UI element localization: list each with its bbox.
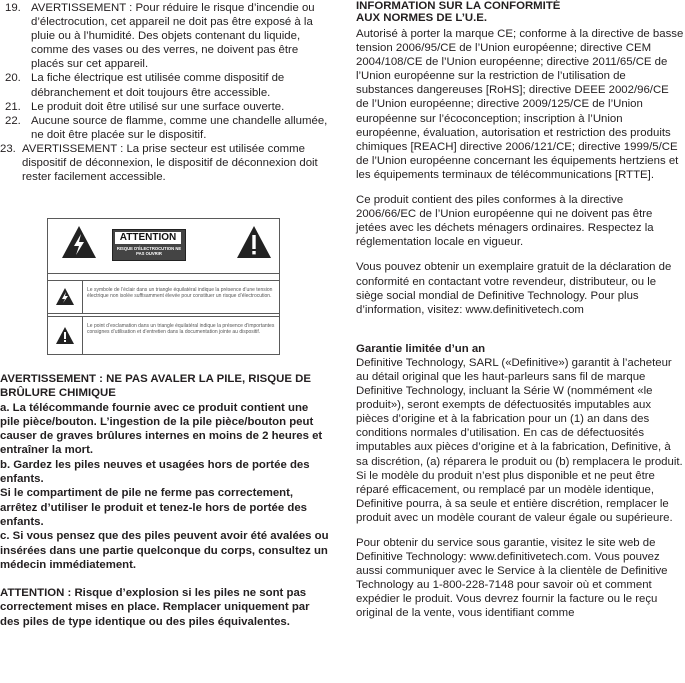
exclamation-warning-icon [236,225,272,259]
safety-list [0,1,330,184]
warning-header [48,219,279,274]
battery-warning-c: c. Si vous pensez que des piles peuvent avoir été avalées ou insérées dans une partie quelconque du corps, consultez un médecin immédiatement. [0,530,329,571]
battery-warning-a: a. La télécommande fournie avec ce produit contient une pile pièce/bouton. L’ingestion de la pile pièce/bouton peut causer de graves brûlures internes en moins de 2 heures et entraîner la mort. [0,401,323,457]
electrical-warning-graphic [47,218,280,355]
right-column [356,0,684,621]
explosion-warning: ATTENTION : Risque d’explosion si les piles ne sont pas correctement mises en place. Remplacer uniquement par des piles de type identique ou des piles équivalentes. [0,587,310,628]
battery-warning-b: b. Gardez les piles neuves et usagées hors de portée des enfants. [0,458,310,486]
warranty-text: Definitive Technology, SARL («Definitive») garantit à l’acheteur au détail original que les haut-parleurs sans fil de marque Definitive Technology, incluant la Série W (nommément «le produit»), seront exempts de défectuosités imputables aux pièces d’origine et à la fabrication pour un (1) an dans des conditions normales d’utilisation. En cas de défectuosités imputables aux pièces d’origine et à la fabrication, Definitive, à sa discrétion, (a) réparera le produit ou (b) remplacera le produit. Si le modèle du produit n’est plus disponible et ne peut être réparé efficacement, ou remplacé par un modèle identique, Definitive pourra, à sa seule et entière discrétion, remplacer le produit avec un modèle courant de valeur égale ou supérieure. [356,356,683,524]
attention-label: ATTENTION RISQUE D'ÉLECTROCUTION NE PAS OUVRIR [112,229,186,261]
battery-warning-b2: Si le compartiment de pile ne ferme pas correctement, arrêtez d’utiliser le produit et tenez-le hors de portée des enfants. [0,487,307,528]
list-item: 20. La fiche électrique est utilisée comme dispositif de débranchement et doit toujours être accessible. [5,72,285,99]
battery-warning-heading: AVERTISSEMENT : NE PAS AVALER LA PILE, RISQUE DE BRÛLURE CHIMIQUE [0,373,311,400]
service-text: Pour obtenir du service sous garantie, visitez le site web de Definitive Technology: www.definitivetech.com. Vous pouvez aussi communiquer avec le Service à la clientèle de Definitive Technology au 1-800-228-7148 pour savoir où et comment expédier le produit. Vous devrez fournir la facture ou le reçu original de la vente, vous identifiant comme [356,537,668,620]
declaration-text: Vous pouvez obtenir un exemplaire gratuit de la déclaration de conformité en contactant votre revendeur, distributeur, ou le siège social mondial de Definitive Technology. Pour plus d’information, visitez: www.definitivetech.com [356,261,672,316]
lightning-warning-icon [61,225,97,259]
battery-warning [0,372,330,629]
left-column [0,0,330,184]
batteries-text: Ce produit contient des piles conformes à la directive 2006/66/EC de l’Union européenne qui ne doivent pas être jetées avec les déchets ménagers ordinaires. Respectez la réglementation locale en vigueur. [356,194,654,249]
conformity-text: Autorisé à porter la marque CE; conforme à la directive de basse tension 2006/95/CE de l’Union européenne; directive CEM 2004/108/CE de l’Union européenne; directive 2011/65/CE de l’Union européenne sur la restriction de l’utilisation de substances dangereuses [RoHS]; directive DEEE 2002/96/CE de l’Union européenne; directive 2009/125/CE de l’Union européenne sur l’écoconception; inscription à l’Union européenne, évaluation, autorisation et restriction des produits chimiques [REACH] directive 2006/121/CE; directive 1999/5/CE de l’Union européenne concernant les équipements hertziens et les équipements terminaux de télécommunications [RTTE]. [356,28,684,181]
list-item: 21. Le produit doit être utilisé sur une surface ouverte. [5,100,285,113]
warranty-heading: Garantie limitée d’un an [356,342,486,355]
list-item: 19. AVERTISSEMENT : Pour réduire le risque d’incendie ou d’électrocution, cet appareil ne doit pas être exposé à la pluie ou à l’humidité. Des objets contenant du liquide, comme des vases ou des verres, ne doivent pas être placés sur cet appareil. [5,2,315,71]
bolt-explanation-row: Le symbole de l’éclair dans un triangle équilatéral indique la présence d’une tension électrique non isolée suffisamment élevée pour constituer un risque d’électrocution. [48,280,279,314]
lightning-warning-icon [55,287,75,306]
exclamation-warning-icon [55,326,75,345]
list-item: 22. Aucune source de flamme, comme une chandelle allumée, ne doit être placée sur le dispositif. [5,114,328,141]
list-item: 23. AVERTISSEMENT : La prise secteur est utilisée comme dispositif de déconnexion, le dispositif de déconnexion doit rester facilement accessible. [0,142,318,184]
conformity-heading: INFORMATION SUR LA CONFORMITÉ AUX NORMES DE L’U.E. [356,0,561,24]
exclamation-explanation-row: Le point d’exclamation dans un triangle équilatéral indique la présence d’importantes consignes d’utilisation et d’entretien dans la documentation jointe au dispositif. [48,316,279,354]
